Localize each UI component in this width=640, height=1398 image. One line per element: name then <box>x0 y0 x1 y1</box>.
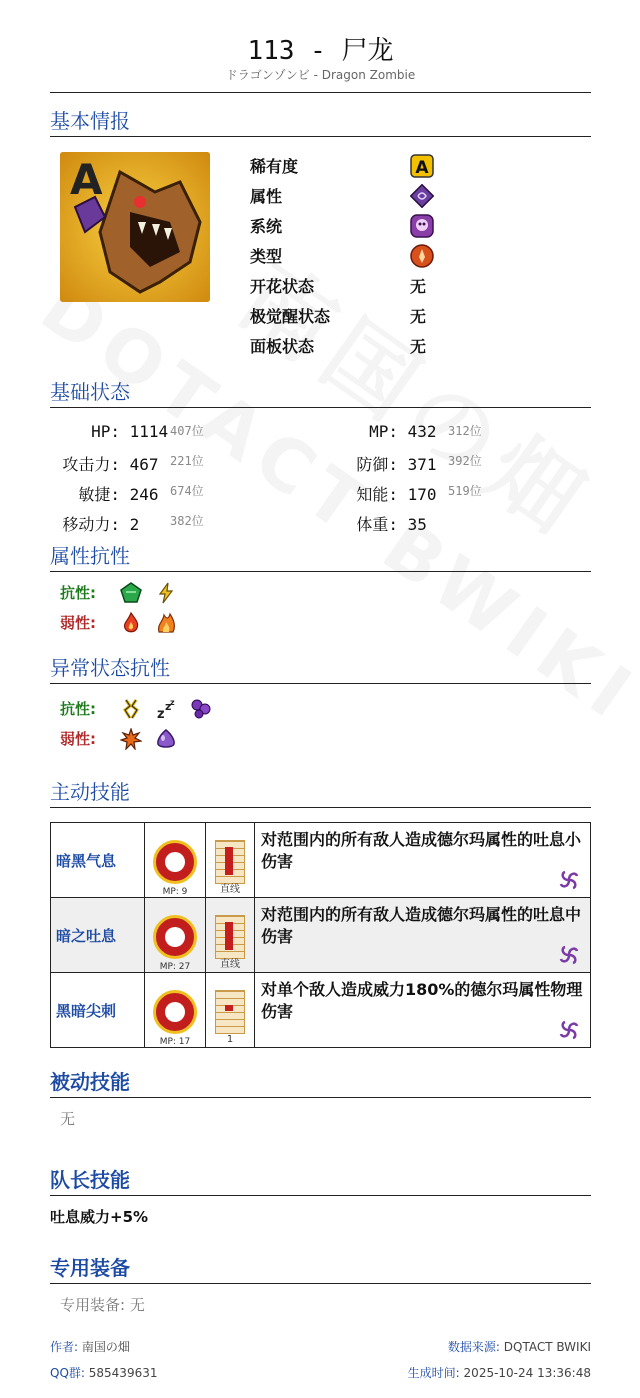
stat-mp <box>348 422 588 441</box>
svg-text:z: z <box>165 700 172 713</box>
stat-rank: 407位 <box>170 424 204 438</box>
section-passive-skills: 被动技能 <box>50 1066 591 1098</box>
stat-value: 371 <box>407 455 437 474</box>
info-panel <box>250 329 590 359</box>
skill-name[interactable]: 暗黑气息 <box>51 823 145 898</box>
source-label: 数据来源: <box>447 1340 500 1354</box>
table-row <box>51 823 591 898</box>
stat-rank: 392位 <box>448 454 482 468</box>
info-type <box>250 239 590 269</box>
section-attr-resist: 属性抗性 <box>50 540 591 572</box>
stat-rank: 519位 <box>448 484 482 498</box>
stat-label: 攻击力: <box>62 455 120 474</box>
info-family <box>250 209 590 239</box>
stat-label: 体重: <box>356 515 398 534</box>
basic-info-panel <box>50 137 591 356</box>
qq-value: 585439631 <box>88 1366 158 1380</box>
stat-label: 移动力: <box>62 515 120 534</box>
stat-rank: 382位 <box>170 514 204 528</box>
skill-mp: MP: 17 <box>159 1037 191 1047</box>
author-value: 南国の畑 <box>81 1340 130 1354</box>
stat-rank: 674位 <box>170 484 204 498</box>
qq-label: QQ群: <box>50 1366 85 1380</box>
status-resist-panel <box>50 684 591 764</box>
page-title: 113 - 尸龙 <box>247 36 394 66</box>
svg-text:A: A <box>415 158 429 178</box>
monster-page <box>50 0 591 1398</box>
skill-name[interactable]: 黑暗尖刺 <box>51 973 145 1048</box>
fire-icon <box>120 612 142 634</box>
section-leader-skill: 队长技能 <box>50 1164 591 1196</box>
section-basic-info: 基本情报 <box>50 105 591 137</box>
stat-label: 知能: <box>356 485 398 504</box>
weak-label: 弱性: <box>60 614 96 632</box>
info-awakening <box>250 299 590 329</box>
range-grid-icon <box>215 990 245 1034</box>
info-label: 属性 <box>250 187 283 206</box>
footer <box>50 1338 591 1398</box>
info-label: 类型 <box>250 247 283 266</box>
skill-description: 对单个敌人造成威力180%的德尔玛属性物理伤害 <box>261 980 583 1021</box>
burn-icon <box>120 728 142 750</box>
stat-rank: 221位 <box>170 454 204 468</box>
section-base-stats: 基础状态 <box>50 376 591 408</box>
stat-value: 1114 <box>129 422 169 441</box>
leader-value: 吐息威力+5% <box>50 1208 149 1226</box>
skill-description: 对范围内的所有敌人造成德尔玛属性的吐息中伤害 <box>261 905 582 946</box>
stat-rank: 312位 <box>448 424 482 438</box>
footer-time <box>408 1364 591 1381</box>
source-value: DQTACT BWIKI <box>503 1340 591 1354</box>
stat-label: HP: <box>91 422 120 441</box>
stat-hp <box>50 422 320 441</box>
footer-source <box>448 1338 591 1355</box>
stat-value: 35 <box>407 515 427 534</box>
skill-range: 直线 <box>220 959 240 970</box>
stat-move <box>50 512 320 535</box>
lightning-icon <box>155 582 177 604</box>
table-row <box>51 898 591 973</box>
info-label: 系统 <box>250 217 283 236</box>
active-skills-table <box>50 822 591 1048</box>
section-status-resist: 异常状态抗性 <box>50 652 591 684</box>
page-subtitle: ドラゴンゾンビ - Dragon Zombie <box>225 68 416 82</box>
footer-qq <box>50 1364 157 1381</box>
range-grid-icon <box>215 840 245 884</box>
section-exclusive-gear: 专用装备 <box>50 1252 591 1284</box>
physical-skill-icon <box>153 990 197 1034</box>
gear-value: 专用装备: 无 <box>60 1296 145 1314</box>
rarity-a-icon <box>410 154 434 182</box>
base-stats-panel <box>50 408 591 534</box>
flame-icon <box>155 612 177 634</box>
divider <box>50 92 591 93</box>
dark-attribute-icon <box>410 184 434 212</box>
dark-element-icon <box>558 1019 580 1041</box>
sleep-icon <box>155 698 177 720</box>
svg-text:z: z <box>157 707 165 720</box>
info-value: 无 <box>410 277 427 296</box>
paralysis-icon <box>120 698 142 720</box>
table-row <box>51 973 591 1048</box>
author-label: 作者: <box>50 1340 79 1354</box>
stat-intelligence <box>348 482 588 505</box>
info-value: 无 <box>410 337 427 356</box>
breath-skill-icon <box>153 840 197 884</box>
svg-text:z: z <box>170 698 175 707</box>
info-label: 极觉醒状态 <box>250 307 331 326</box>
breath-skill-icon <box>153 915 197 959</box>
stat-attack <box>50 452 320 475</box>
info-label: 开花状态 <box>250 277 315 296</box>
skill-range: 直线 <box>220 884 240 895</box>
skill-description: 对范围内的所有敌人造成德尔玛属性的吐息小伤害 <box>261 830 582 871</box>
stat-defense <box>348 452 588 475</box>
info-attribute <box>250 179 590 209</box>
stat-label: MP: <box>369 422 398 441</box>
info-value: 无 <box>410 307 427 326</box>
section-active-skills: 主动技能 <box>50 776 591 808</box>
stat-agility <box>50 482 320 505</box>
monster-avatar <box>60 152 210 302</box>
resist-label: 抗性: <box>60 700 96 718</box>
info-label: 面板状态 <box>250 337 315 356</box>
attack-type-icon <box>410 244 434 272</box>
range-grid-icon <box>215 915 245 959</box>
earth-icon <box>120 582 142 604</box>
stat-value: 170 <box>407 485 437 504</box>
stat-weight <box>348 512 588 535</box>
skill-name[interactable]: 暗之吐息 <box>51 898 145 973</box>
info-bloom <box>250 269 590 299</box>
poison-icon <box>190 698 212 720</box>
stat-label: 敏捷: <box>78 485 120 504</box>
stat-value: 432 <box>407 422 437 441</box>
stat-value: 246 <box>129 485 159 504</box>
resist-label: 抗性: <box>60 584 96 602</box>
footer-author <box>50 1338 130 1355</box>
skill-mp: MP: 9 <box>162 887 188 897</box>
stat-value: 467 <box>129 455 159 474</box>
weak-label: 弱性: <box>60 730 96 748</box>
time-value: 2025-10-24 13:36:48 <box>463 1366 591 1380</box>
svg-text:A: A <box>70 155 103 204</box>
time-label: 生成时间: <box>407 1366 460 1380</box>
dark-element-icon <box>558 944 580 966</box>
info-label: 稀有度 <box>250 157 299 176</box>
stat-value: 2 <box>129 515 140 534</box>
info-rarity <box>250 149 590 179</box>
skill-mp: MP: 27 <box>159 962 191 972</box>
dark-element-icon <box>558 869 580 891</box>
skill-range: 1 <box>226 1034 234 1045</box>
attr-resist-panel <box>50 572 591 650</box>
slime-icon <box>155 728 177 750</box>
stat-label: 防御: <box>356 455 398 474</box>
passive-value: 无 <box>60 1110 76 1128</box>
zombie-family-icon <box>410 214 434 242</box>
